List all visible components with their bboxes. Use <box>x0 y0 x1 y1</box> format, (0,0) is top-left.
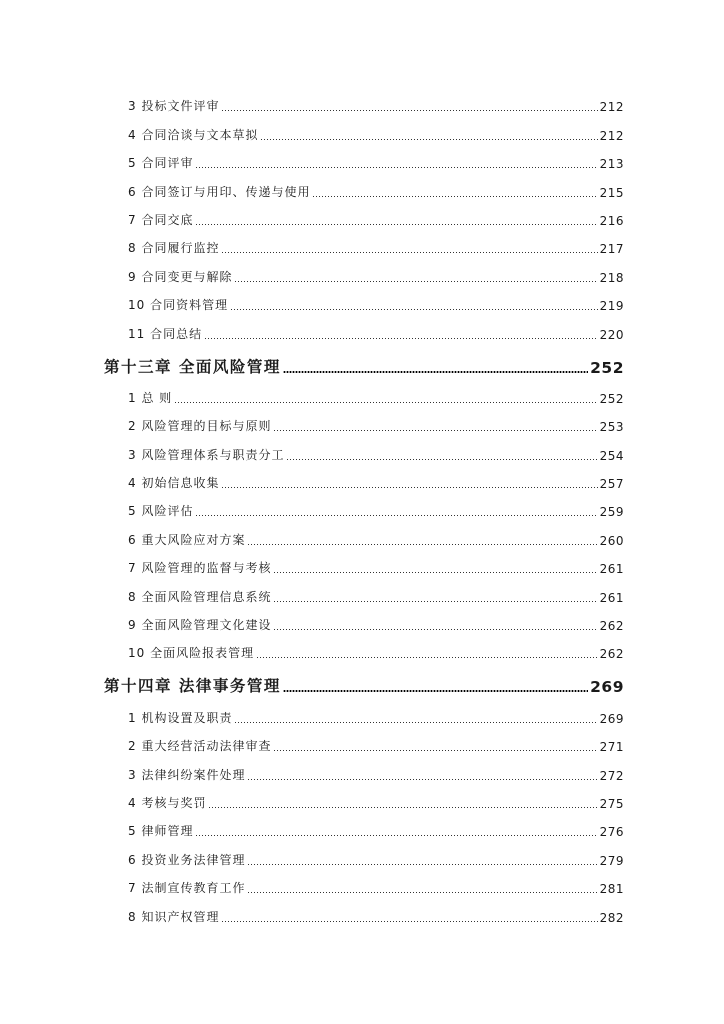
dot-leader <box>273 601 597 602</box>
dot-leader <box>247 892 597 893</box>
dot-leader <box>195 167 597 168</box>
dot-leader <box>195 224 597 225</box>
toc-page-number: 276 <box>599 825 624 840</box>
toc-section-entry[interactable] <box>104 228 624 256</box>
toc-section-entry[interactable] <box>104 868 624 896</box>
dot-leader <box>247 544 597 545</box>
toc-section-entry[interactable] <box>104 697 624 725</box>
toc-section-entry[interactable] <box>104 896 624 924</box>
toc-page-number: 275 <box>599 796 624 811</box>
toc-page-number: 271 <box>599 740 624 755</box>
dot-leader <box>247 779 597 780</box>
toc-entry-title: 2 风险管理的目标与原则 <box>128 419 272 434</box>
toc-page-number: 269 <box>599 711 624 726</box>
table-of-contents <box>104 86 624 925</box>
toc-section-entry[interactable] <box>104 839 624 867</box>
toc-entry-title: 第十四章 法律事务管理 <box>104 677 281 696</box>
toc-page-number: 259 <box>599 505 624 520</box>
dot-leader <box>273 629 597 630</box>
toc-entry-title: 1 机构设置及职责 <box>128 710 233 725</box>
toc-entry-title: 9 全面风险管理文化建设 <box>128 618 272 633</box>
dot-leader <box>283 690 588 692</box>
toc-entry-title: 9 合同变更与解除 <box>128 269 233 284</box>
dot-leader <box>221 921 597 922</box>
toc-entry-title: 2 重大经营活动法律审查 <box>128 739 272 754</box>
dot-leader <box>312 196 597 197</box>
toc-section-entry[interactable] <box>104 463 624 491</box>
toc-section-entry[interactable] <box>104 491 624 519</box>
toc-section-entry[interactable] <box>104 200 624 228</box>
dot-leader <box>174 402 597 403</box>
toc-section-entry[interactable] <box>104 548 624 576</box>
toc-chapter-entry[interactable] <box>104 661 624 697</box>
toc-section-entry[interactable] <box>104 783 624 811</box>
toc-page-number: 279 <box>599 853 624 868</box>
toc-page-number: 260 <box>599 533 624 548</box>
toc-page-number: 269 <box>590 678 624 697</box>
toc-entry-title: 1 总 则 <box>128 390 173 405</box>
toc-page-number: 252 <box>599 391 624 406</box>
toc-page-number: 281 <box>599 882 624 897</box>
toc-entry-title: 10 全面风险报表管理 <box>128 646 255 661</box>
toc-section-entry[interactable] <box>104 576 624 604</box>
toc-entry-title: 6 重大风险应对方案 <box>128 532 246 547</box>
toc-section-entry[interactable] <box>104 378 624 406</box>
toc-entry-title: 4 合同洽谈与文本草拟 <box>128 127 259 142</box>
toc-section-entry[interactable] <box>104 605 624 633</box>
toc-page-number: 220 <box>599 327 624 342</box>
dot-leader <box>286 459 597 460</box>
toc-entry-title: 11 合同总结 <box>128 326 203 341</box>
toc-page-number: 219 <box>599 299 624 314</box>
toc-page-number: 262 <box>599 619 624 634</box>
toc-section-entry[interactable] <box>104 86 624 114</box>
toc-entry-title: 5 风险评估 <box>128 504 194 519</box>
toc-entry-title: 6 投资业务法律管理 <box>128 852 246 867</box>
toc-page-number: 252 <box>590 358 624 377</box>
toc-section-entry[interactable] <box>104 406 624 434</box>
dot-leader <box>208 807 597 808</box>
toc-entry-title: 7 法制宣传教育工作 <box>128 881 246 896</box>
toc-section-entry[interactable] <box>104 285 624 313</box>
toc-entry-title: 3 风险管理体系与职责分工 <box>128 447 285 462</box>
toc-page-number: 218 <box>599 270 624 285</box>
toc-page-number: 261 <box>599 562 624 577</box>
toc-page-number: 253 <box>599 420 624 435</box>
toc-section-entry[interactable] <box>104 519 624 547</box>
dot-leader <box>273 572 597 573</box>
dot-leader <box>221 110 597 111</box>
toc-entry-title: 第十三章 全面风险管理 <box>104 357 281 376</box>
toc-page-number: 216 <box>599 213 624 228</box>
toc-page-number: 254 <box>599 448 624 463</box>
toc-page-number: 262 <box>599 647 624 662</box>
toc-page-number: 212 <box>599 128 624 143</box>
toc-entry-title: 8 合同履行监控 <box>128 241 220 256</box>
toc-entry-title: 5 合同评审 <box>128 156 194 171</box>
toc-entry-title: 7 风险管理的监督与考核 <box>128 561 272 576</box>
toc-section-entry[interactable] <box>104 171 624 199</box>
dot-leader <box>221 487 597 488</box>
toc-entry-title: 3 法律纠纷案件处理 <box>128 767 246 782</box>
toc-page-number: 212 <box>599 100 624 115</box>
toc-entry-title: 3 投标文件评审 <box>128 99 220 114</box>
toc-page-number: 282 <box>599 910 624 925</box>
dot-leader <box>195 515 597 516</box>
toc-entry-title: 5 律师管理 <box>128 824 194 839</box>
toc-entry-title: 10 合同资料管理 <box>128 298 229 313</box>
toc-section-entry[interactable] <box>104 256 624 284</box>
toc-section-entry[interactable] <box>104 811 624 839</box>
dot-leader <box>234 281 597 282</box>
toc-entry-title: 8 全面风险管理信息系统 <box>128 589 272 604</box>
toc-page-number: 213 <box>599 157 624 172</box>
dot-leader <box>247 864 597 865</box>
toc-section-entry[interactable] <box>104 143 624 171</box>
toc-page-number: 215 <box>599 185 624 200</box>
dot-leader <box>234 722 597 723</box>
toc-page-number: 217 <box>599 242 624 257</box>
toc-entry-title: 7 合同交底 <box>128 212 194 227</box>
toc-section-entry[interactable] <box>104 754 624 782</box>
dot-leader <box>260 139 597 140</box>
toc-section-entry[interactable] <box>104 726 624 754</box>
dot-leader <box>273 430 597 431</box>
toc-section-entry[interactable] <box>104 114 624 142</box>
toc-entry-title: 4 初始信息收集 <box>128 476 220 491</box>
dot-leader <box>256 657 598 658</box>
toc-entry-title: 4 考核与奖罚 <box>128 795 207 810</box>
toc-chapter-entry[interactable] <box>104 342 624 378</box>
toc-section-entry[interactable] <box>104 633 624 661</box>
dot-leader <box>230 309 598 310</box>
toc-entry-title: 6 合同签订与用印、传递与使用 <box>128 184 311 199</box>
toc-page-number: 272 <box>599 768 624 783</box>
dot-leader <box>273 750 597 751</box>
toc-section-entry[interactable] <box>104 313 624 341</box>
dot-leader <box>221 252 597 253</box>
dot-leader <box>204 338 598 339</box>
toc-section-entry[interactable] <box>104 434 624 462</box>
toc-page-number: 257 <box>599 477 624 492</box>
toc-entry-title: 8 知识产权管理 <box>128 909 220 924</box>
dot-leader <box>195 835 597 836</box>
toc-page-number: 261 <box>599 590 624 605</box>
dot-leader <box>283 371 588 373</box>
